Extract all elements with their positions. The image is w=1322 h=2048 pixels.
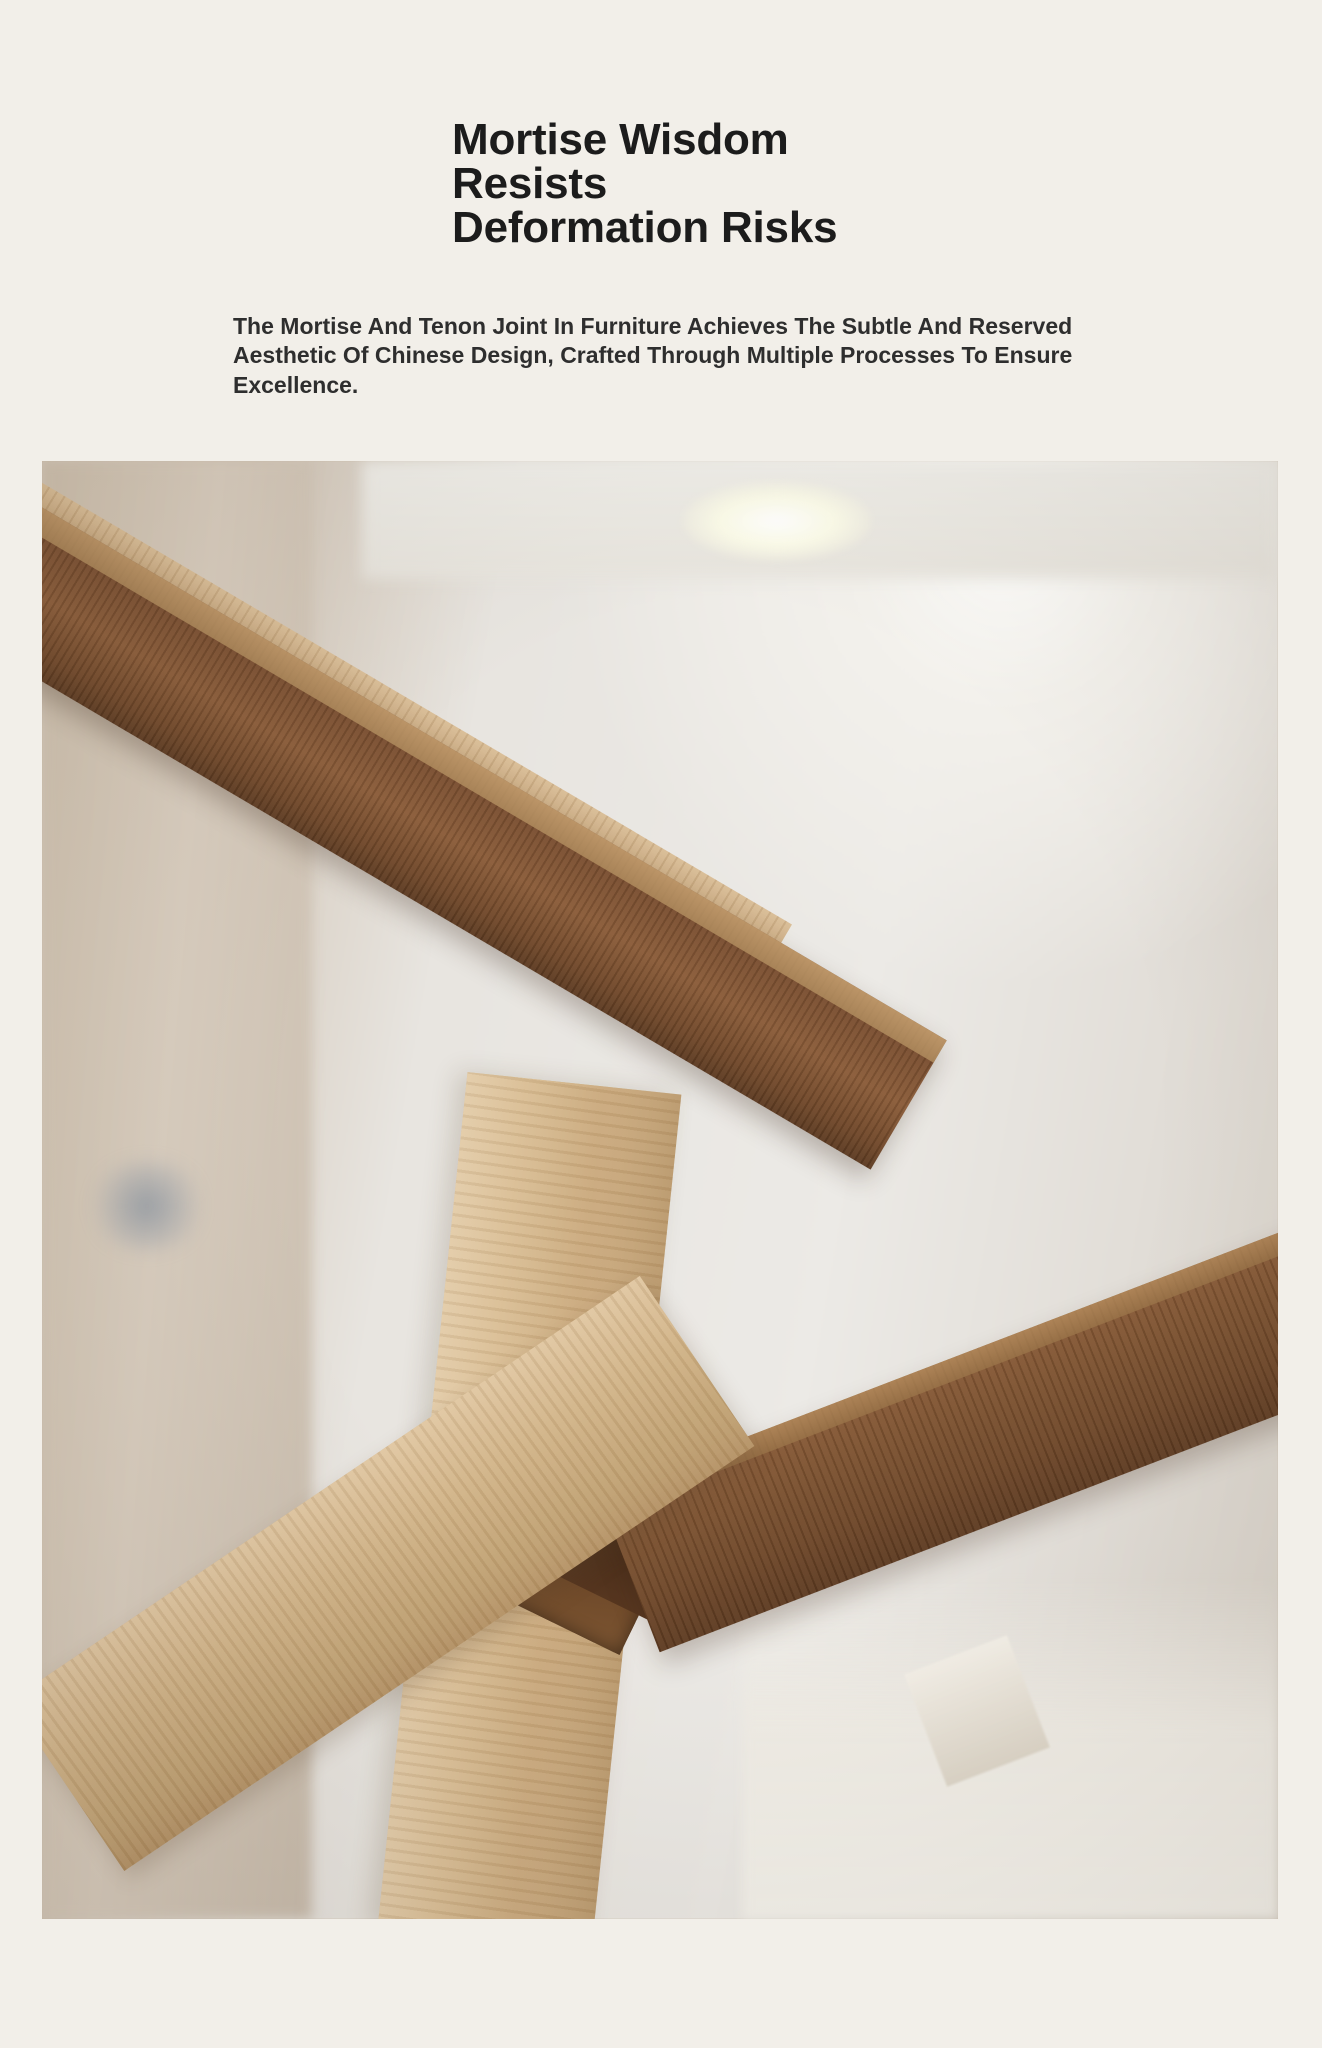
article-subtitle: The Mortise And Tenon Joint In Furniture Achieves The Subtle And Reserved Aesthetic Of Chinese Design, Crafted Through Multiple Processes To Ensure Excellence.: [233, 313, 1073, 398]
photo-background-blue-object: [87, 1161, 207, 1251]
subtitle-container: [233, 312, 1262, 400]
mortise-joint-image: [42, 461, 1278, 1919]
article-header: [0, 0, 1322, 400]
page-title: Mortise Wisdom Resists Deformation Risks: [452, 115, 838, 252]
photo-ceiling-light: [682, 481, 872, 561]
article-figure: [42, 461, 1278, 1919]
